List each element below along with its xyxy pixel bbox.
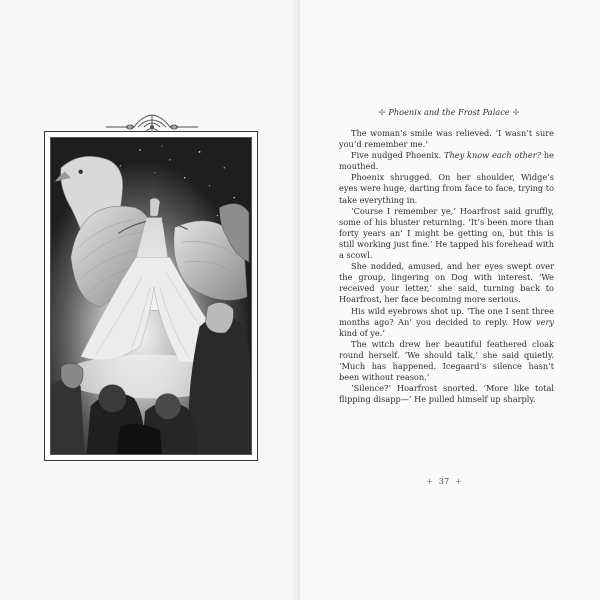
body-text — [339, 128, 554, 405]
running-head-ornament-left: ✢ — [378, 108, 386, 117]
phoenix-illustration — [51, 138, 251, 454]
folio-ornament-left: + — [426, 477, 433, 486]
paragraph — [339, 306, 554, 339]
paragraph-text: Phoenix shrugged. On her shoulder, Widge’s eyes were huge, darting from face to face, trying to take everything in. — [339, 172, 554, 205]
emphasis-text: They know each other? — [444, 150, 542, 161]
paragraph — [339, 261, 554, 305]
illustration-frame — [44, 131, 258, 461]
illustration — [50, 137, 252, 455]
page-number-footer — [404, 477, 484, 486]
paragraph-text: ‘Course I remember ye,’ Hoarfrost said gruffly, some of his bluster returning. ‘It’s been more than forty years an’ I might be getting on, but this is still working just fine.’ He tapped his forehead with a scowl. — [339, 205, 554, 261]
paragraph-text: Five nudged Phoenix. — [351, 150, 444, 161]
folio-ornament-right: + — [455, 477, 462, 486]
running-head-title: Phoenix and the Frost Palace — [388, 107, 510, 117]
paragraph-text: The witch drew her beautiful feathered cloak round herself. ‘We should talk,’ she said quietly. ‘Much has happened. Icegaard’s silence hasn’t been without reason.’ — [339, 338, 554, 383]
paragraph-text: he mouthed. — [339, 150, 554, 172]
running-head-ornament-right: ✢ — [512, 108, 520, 117]
emphasis-text: very — [535, 316, 554, 327]
paragraph — [339, 150, 554, 172]
paragraph-text: The woman’s smile was relieved. ‘I wasn’t sure you’d remember me.’ — [339, 128, 554, 150]
paragraph — [339, 339, 554, 383]
paragraph — [339, 383, 554, 405]
paragraph — [339, 128, 554, 150]
paragraph — [339, 206, 554, 261]
page-number: 37 — [438, 477, 450, 486]
paragraph-text: ‘Silence?’ Hoarfrost snorted. ‘More like total flipping disapp—’ He pulled himself up sharply. — [339, 383, 554, 405]
running-head — [344, 107, 554, 117]
paragraph — [339, 172, 554, 205]
paragraph-text: She nodded, amused, and her eyes swept over the group, lingering on Dog with interest. ‘We received your letter,’ she said, turning back to Hoarfrost, her face becoming more serious. — [339, 261, 554, 305]
paragraph-text: kind of ye.’ — [339, 327, 385, 338]
paragraph-text: His wild eyebrows shot up. ‘The one I sent three months ago? An’ you decided to reply. How — [339, 305, 554, 327]
